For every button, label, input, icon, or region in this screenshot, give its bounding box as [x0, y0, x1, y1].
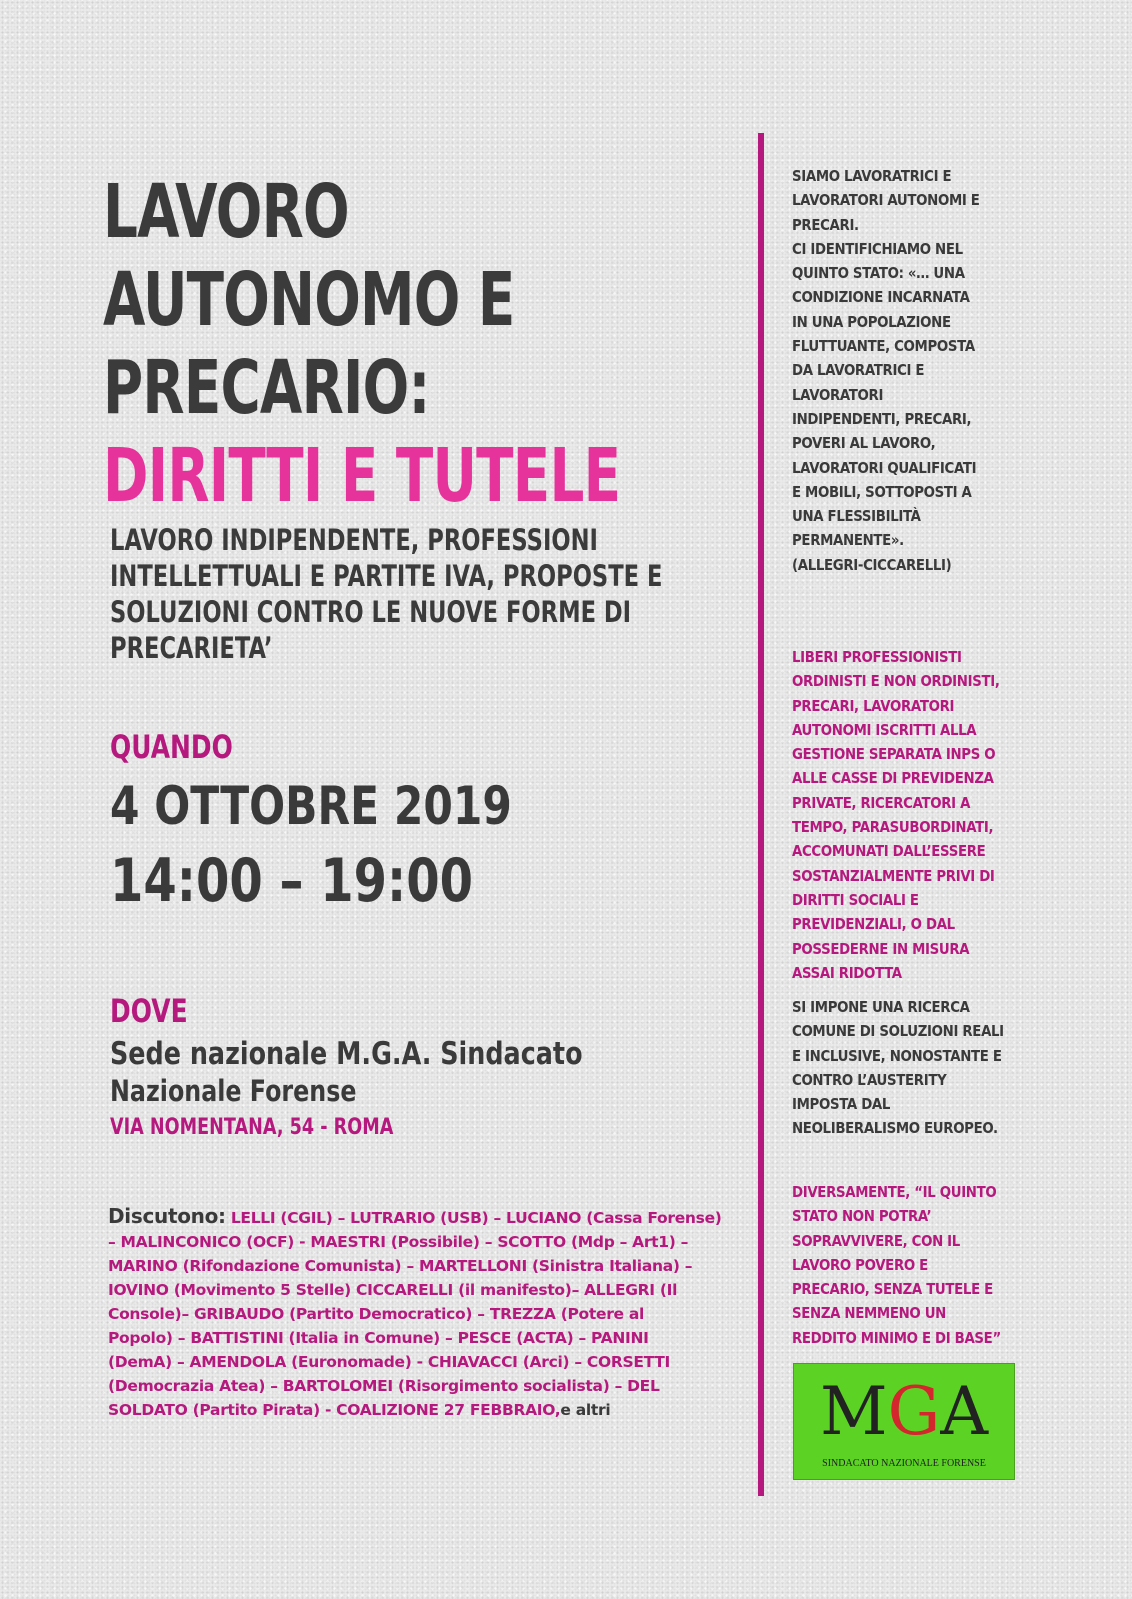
- discussants-line: MARINO (Rifondazione Comunista) – MARTELLONI (Sinistra Italiana) –: [108, 1257, 693, 1275]
- mga-logo: [793, 1363, 1015, 1480]
- subtitle-line: SOLUZIONI CONTRO LE NUOVE FORME DI: [110, 595, 632, 629]
- discussants-line: – MALINCONICO (OCF) - MAESTRI (Possibile) – SCOTTO (Mdp – Art1) –: [108, 1233, 689, 1251]
- discussants-line: Popolo) – BATTISTINI (Italia in Comune) – PESCE (ACTA) – PANINI: [108, 1329, 649, 1347]
- event-subtitle: [110, 522, 818, 666]
- discussants-list: [108, 1204, 722, 1422]
- vertical-divider: [758, 133, 764, 1496]
- when-label: QUANDO: [110, 728, 233, 766]
- sidebar-block-identity: SIAMO LAVORATRICI E LAVORATORI AUTONOMI E PRECARI. CI IDENTIFICHIAMO NEL QUINTO STATO: «… UNA CONDIZIONE INCARNATA IN UNA POPOLAZIONE FLUTTUANTE, COMPOSTA DA LAVORATRICI E LAVORATORI INDIPENDENTI, PRECARI, POVERI AL LAVORO, LAVORATORI QUALIFICATI E MOBILI, SOTTOPOSTI A UNA FLESSIBILITÀ PERMANENTE». (ALLEGRI-CICCARELLI): [792, 167, 980, 574]
- subtitle-line: PRECARIETA’: [110, 631, 273, 665]
- venue-name: Sede nazionale M.G.A. Sindacato: [110, 1036, 583, 1072]
- sidebar-block-quote: DIVERSAMENTE, “IL QUINTO STATO NON POTRA’ SOPRAVVIVERE, CON IL LAVORO POVERO E PRECARIO, SENZA TUTELE E SENZA NEMMENO UN REDDITO MINIMO E DI BASE”: [792, 1183, 1001, 1347]
- discussants-line: IOVINO (Movimento 5 Stelle) CICCARELLI (il manifesto)– ALLEGRI (Il: [108, 1281, 678, 1299]
- sidebar-block-solutions: SI IMPONE UNA RICERCA COMUNE DI SOLUZIONI REALI E INCLUSIVE, NONOSTANTE E CONTRO L’AUSTERITY IMPOSTA DAL NEOLIBERALISMO EUROPEO.: [792, 998, 1004, 1138]
- discussants-line: (DemA) – AMENDOLA (Euronomade) - CHIAVACCI (Arci) – CORSETTI: [108, 1353, 671, 1371]
- title-line-2: AUTONOMO E: [103, 257, 515, 343]
- title-line-3: PRECARIO:: [103, 345, 430, 431]
- title-highlight: DIRITTI E TUTELE: [103, 433, 621, 519]
- venue-name-cont: Nazionale Forense: [110, 1074, 357, 1108]
- venue-address: VIA NOMENTANA, 54 - ROMA: [110, 1115, 394, 1140]
- sidebar-block-professionals: LIBERI PROFESSIONISTI ORDINISTI E NON ORDINISTI, PRECARI, LAVORATORI AUTONOMI ISCRITTI ALLA GESTIONE SEPARATA INPS O ALLE CASSE DI PREVIDENZA PRIVATE, RICERCATORI A TEMPO, PARASUBORDINATI, ACCOMUNATI DALL’ESSERE SOSTANZIALMENTE PRIVI DI DIRITTI SOCIALI E PREVIDENZIALI, O DAL POSSEDERNE IN MISURA ASSAI RIDOTTA: [792, 648, 1000, 982]
- discussants-line: (Democrazia Atea) – BARTOLOMEI (Risorgimento socialista) – DEL: [108, 1377, 660, 1395]
- discussants-line: Console)– GRIBAUDO (Partito Democratico) – TREZZA (Potere al: [108, 1305, 645, 1323]
- where-label: DOVE: [110, 992, 188, 1030]
- discussants-intro: Discutono:: [108, 1204, 226, 1228]
- discussants-line: Discutono: LELLI (CGIL) – LUTRARIO (USB) – LUCIANO (Cassa Forense): [108, 1204, 722, 1228]
- discussants-line: SOLDATO (Partito Pirata) - COALIZIONE 27 FEBBRAIO, e altri: [108, 1398, 708, 1422]
- title-line-1: LAVORO: [103, 169, 349, 255]
- event-date: 4 OTTOBRE 2019: [110, 776, 512, 837]
- discussants-outro: e altri: [560, 1401, 611, 1419]
- event-title: [103, 168, 802, 520]
- logo-subtitle: SINDACATO NAZIONALE FORENSE: [822, 1458, 986, 1469]
- subtitle-line: LAVORO INDIPENDENTE, PROFESSIONI: [110, 523, 598, 557]
- event-time: 14:00 – 19:00: [110, 846, 473, 916]
- logo-mark: MGA: [820, 1373, 988, 1450]
- subtitle-line: INTELLETTUALI E PARTITE IVA, PROPOSTE E: [110, 559, 663, 593]
